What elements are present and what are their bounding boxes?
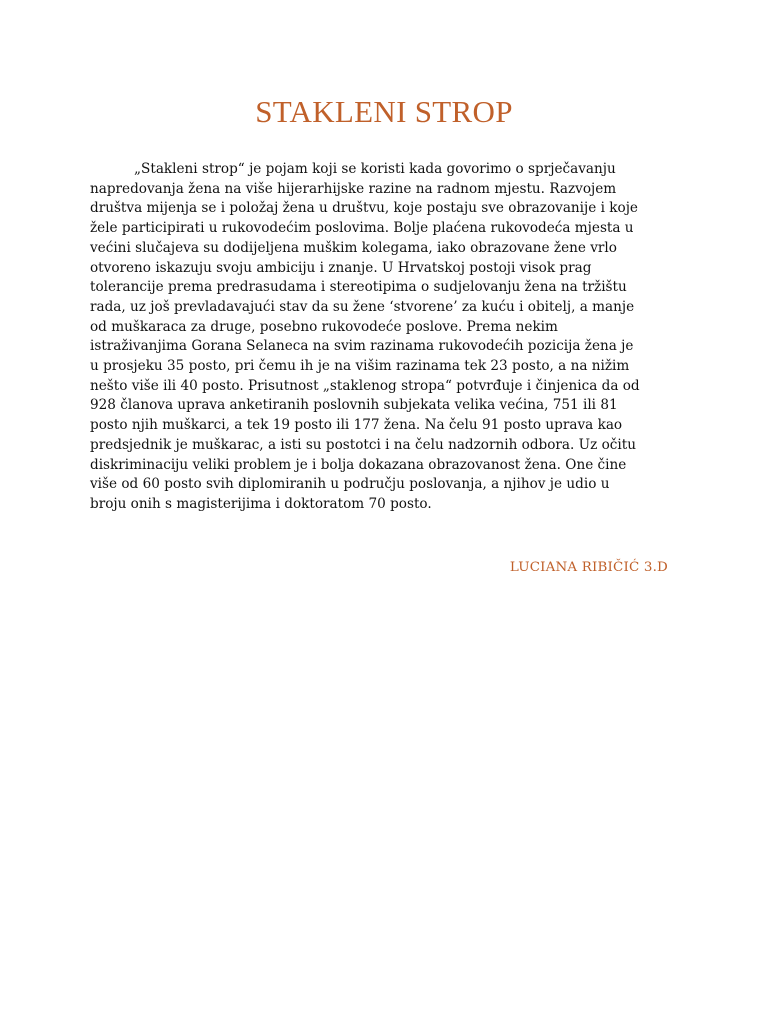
paragraph-line: žele participirati u rukovodećim poslovima. Bolje plaćena rukovodeća mjesta u: [90, 220, 634, 237]
paragraph-line: većini slučajeva su dodijeljena muškim kolegama, iako obrazovane žene vrlo: [90, 239, 617, 256]
paragraph-line: nešto više ili 40 posto. Prisutnost „staklenog stropa“ potvrđuje i činjenica da od: [90, 377, 640, 394]
paragraph-line: više od 60 posto svih diplomiranih u području poslovanja, a njihov je udio u: [90, 476, 610, 493]
paragraph-line: diskriminaciju veliki problem je i bolja dokazana obrazovanost žena. One čine: [90, 456, 627, 473]
paragraph-line: istraživanjima Gorana Selaneca na svim razinama rukovodećih pozicija žena je: [90, 338, 634, 355]
paragraph-line: rada, uz još prevladavajući stav da su žene ‘stvorene’ za kuću i obitelj, a manje: [90, 298, 635, 315]
paragraph-line: otvoreno iskazuju svoju ambiciju i znanje. U Hrvatskoj postoji visok prag: [90, 259, 592, 276]
paragraph-line: broju onih s magisterijima i doktoratom 70 posto.: [90, 495, 432, 512]
paragraph-line: tolerancije prema predrasudama i stereotipima o sudjelovanju žena na tržištu: [90, 279, 627, 296]
paragraph-line: predsjednik je muškarac, a isti su postotci i na čelu nadzornih odbora. Uz očitu: [90, 436, 636, 453]
paragraph-line: u prosjeku 35 posto, pri čemu ih je na višim razinama tek 23 posto, a na nižim: [90, 358, 630, 375]
paragraph-line: posto njih muškarci, a tek 19 posto ili 177 žena. Na čelu 91 posto uprava kao: [90, 417, 623, 434]
document-title: STAKLENI STROP: [255, 94, 513, 129]
paragraph-line: 928 članova uprava anketiranih poslovnih subjekata velika većina, 751 ili 81: [90, 397, 618, 414]
body-paragraph: [90, 160, 680, 515]
paragraph-line: od muškaraca za druge, posebno rukovodeće poslove. Prema nekim: [90, 318, 558, 335]
paragraph-line: napredovanja žena na više hijerarhijske razine na radnom mjestu. Razvojem: [90, 180, 617, 197]
author-signature: LUCIANA RIBIČIĆ 3.D: [509, 560, 668, 575]
paragraph-line: društva mijenja se i položaj žena u društvu, koje postaju sve obrazovanije i koje: [90, 200, 638, 217]
paragraph-line: „Stakleni strop“ je pojam koji se koristi kada govorimo o sprječavanju: [134, 161, 616, 177]
